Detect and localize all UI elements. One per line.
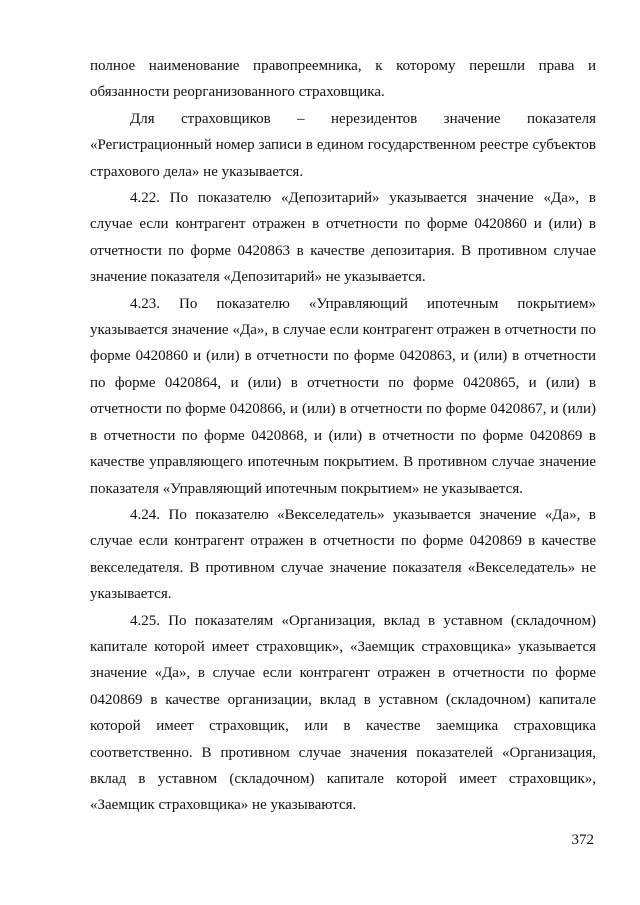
paragraph-4-23-mortgage-manager: 4.23. По показателю «Управляющий ипотечным покрытием» указывается значение «Да», в случае если контрагент отражен в отчетности по форме 0420860 и (или) в отчетности по форме 0420863, и (или) в отчетности по форме 0420864, и (или) в отчетности по форме 0420865, и (или) в отчетности по форме 0420866, и (или) в отчетности по форме 0420867, и (или) в отчетности по форме 0420868, и (или) в отчетности по форме 0420869 в качестве управляющего ипотечным покрытием. В противном случае значение показателя «Управляющий ипотечным покрытием» не указывается. <box>90 295 596 497</box>
page-number: 372 <box>571 832 594 848</box>
paragraph-4-22-depository: 4.22. По показателю «Депозитарий» указывается значение «Да», в случае если контрагент отражен в отчетности по форме 0420860 и (или) в отчетности по форме 0420863 в качестве депозитария. В противном случае значение показателя «Депозитарий» не указывается. <box>90 190 596 286</box>
document-body <box>90 53 596 819</box>
paragraph-4-25-organization-borrower: 4.25. По показателям «Организация, вклад в уставном (складочном) капитале которой имеет страховщик», «Заемщик страховщика» указывается значение «Да», в случае если контрагент отражен в отчетности по форме 0420869 в качестве организации, вклад в уставном (складочном) капитале которой имеет страховщик, или в качестве заемщика страховщика соответственно. В противном случае значения показателей «Организация, вклад в уставном (складочном) капитале которой имеет страховщик», «Заемщик страховщика» не указываются. <box>90 612 596 814</box>
paragraph-nonresident-insurers: Для страховщиков – нерезидентов значение показателя «Регистрационный номер записи в едином государственном реестре субъектов страхового дела» не указывается. <box>90 110 596 180</box>
paragraph-4-24-bill-drawer: 4.24. По показателю «Векселедатель» указывается значение «Да», в случае если контрагент отражен в отчетности по форме 0420869 в качестве векселедателя. В противном случае значение показателя «Векселедатель» не указывается. <box>90 506 596 603</box>
paragraph-continuation: полное наименование правопреемника, к которому перешли права и обязанности реорганизованного страховщика. <box>90 58 596 101</box>
